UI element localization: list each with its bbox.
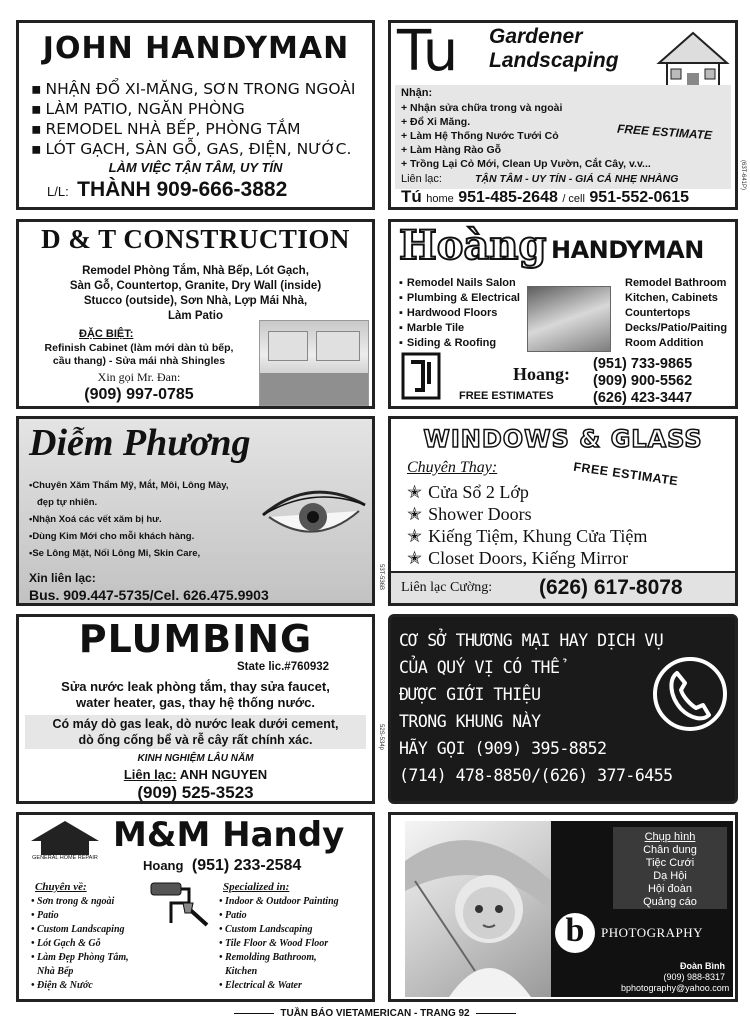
mm-title: M&M Handy [113, 815, 345, 855]
dt-special-heading: ĐẶC BIỆT: [79, 328, 134, 340]
photo-services [613, 827, 727, 909]
list-item: • Custom Landscaping [219, 924, 313, 935]
tu-lienlac: Liên lạc: [401, 173, 442, 185]
tu-contact [401, 187, 689, 207]
mm-left-heading: Chuyên về: [35, 881, 87, 893]
dt-construction-ad [16, 219, 375, 409]
photo-brand-panel [551, 821, 733, 997]
phone-line: (626) 423-3447 [593, 390, 693, 406]
john-contact [47, 178, 287, 202]
salon-photo [527, 286, 611, 352]
hoang-handyman-ad [388, 219, 738, 409]
paint-roller-icon [147, 877, 211, 929]
john-services-list [31, 79, 355, 159]
list-item: •Se Lông Mặt, Nối Lông Mi, Skin Care, [29, 548, 201, 559]
phone-line: (909) 900-5562 [593, 373, 693, 389]
list-item: Decks/Patio/Paiting [625, 322, 728, 334]
list-item: • Indoor & Outdoor Painting [219, 896, 339, 907]
list-item: ▪ LÓT GẠCH, SÀN GỖ, GAS, ĐIỆN, NƯỚC. [31, 139, 355, 159]
tu-gardener-ad [388, 20, 738, 210]
windows-services [407, 481, 647, 569]
list-item: ▪ Plumbing & Electrical [399, 291, 520, 306]
plumbing-experience: KINH NGHIỆM LÂU NĂM [137, 753, 254, 764]
list-item: ▪ Hardwood Floors [399, 306, 520, 321]
list-item: •Dùng Kim Mới cho mỗi khách hàng. [29, 531, 195, 542]
kitchen-photo [259, 320, 369, 406]
windows-free: FREE ESTIMATE [572, 459, 680, 489]
plumbing-phone: (909) 525-3523 [137, 783, 254, 802]
list-item: Remodel Bathroom [625, 277, 727, 289]
list-item: Room Addition [625, 337, 704, 349]
mm-phone: (951) 233-2584 [191, 857, 302, 874]
list-item: ▪ LÀM PATIO, NGĂN PHÒNG [31, 99, 355, 119]
photo-name: Đoàn Bình [680, 961, 725, 971]
promo-line: TRONG KHUNG NÀY [399, 712, 541, 731]
tu-ad-code: (63T-641P) [740, 160, 746, 191]
plumbing-ad-code: 52S-534p [378, 724, 384, 751]
promo-line: CỦA QUÝ VỊ CÓ THỂ [399, 658, 560, 677]
list-item: ▪ Marble Tile [399, 321, 520, 336]
service-line: Dạ Hội [653, 870, 687, 882]
tu-cell-phone: 951-552-0615 [589, 189, 690, 206]
tu-tagline: TẬN TÂM - UY TÍN - GIÁ CẢ NHẸ NHÀNG [475, 173, 679, 185]
dt-special-lines [23, 342, 255, 368]
service-line: Hội đoàn [647, 883, 693, 895]
tools-logo-icon [401, 352, 441, 400]
list-item: + Trồng Lại Cỏ Mới, Clean Up Vườn, Cắt Cây, v.v... [401, 158, 651, 170]
list-item: + Làm Hệ Thống Nước Tưới Cỏ [401, 130, 559, 142]
photography-ad [388, 812, 738, 1002]
list-item: ✭ Closet Doors, Kiếng Mirror [407, 547, 647, 569]
list-item: + Đổ Xi Măng. [401, 116, 471, 128]
list-item: • Lót Gạch & Gỗ [31, 938, 101, 949]
tu-home-label: home [426, 193, 454, 205]
special-line: cầu thang) - Sửa mái nhà Shingles [52, 355, 226, 367]
contact-prefix: L/L: [47, 184, 69, 199]
list-item: • Electrical & Water [219, 980, 302, 991]
list-item: • Custom Landscaping [31, 924, 125, 935]
list-item: • Sơn trong & ngoài [31, 896, 115, 907]
windows-contact-bar [391, 571, 735, 603]
photo-brand-name: PHOTOGRAPHY [601, 925, 704, 940]
service-line: Remodel Phòng Tắm, Nhà Bếp, Lót Gạch, [82, 265, 309, 277]
list-item: ▪ REMODEL NHÀ BẾP, PHÒNG TẮM [31, 119, 355, 139]
john-title: JOHN HANDYMAN [42, 31, 350, 66]
tu-home-phone: 951-485-2648 [458, 189, 558, 206]
mm-contact [143, 857, 301, 875]
service-line: water heater, gas, thay hệ thống nước. [76, 695, 315, 710]
list-item: ▪ Remodel Nails Salon [399, 276, 520, 291]
special-line: Refinish Cabinet (làm mới dàn tủ bếp, [44, 342, 234, 354]
hoang-contact-name: Hoang: [513, 364, 571, 384]
tu-services-list [401, 101, 651, 171]
list-item: ✭ Kiếng Tiệm, Khung Cửa Tiệm [407, 525, 647, 547]
list-item: • Điện & Nước [31, 980, 93, 991]
plumbing-ad [16, 614, 375, 804]
mm-handy-ad [16, 812, 375, 1002]
tu-title-line2: Landscaping [489, 49, 619, 72]
child-photo [405, 821, 551, 997]
house-roof-icon [27, 819, 103, 855]
footer-rule-right [476, 1013, 516, 1014]
phone-line: (951) 733-9865 [593, 356, 693, 372]
mm-logo-text: GENERAL HOME REPAIR [32, 855, 98, 861]
tu-cell-label: / cell [562, 193, 585, 205]
plumbing-license: State lic.#760932 [237, 661, 330, 673]
tu-title [489, 25, 619, 73]
child-with-umbrella-image [405, 821, 551, 997]
page-footer [0, 1008, 750, 1019]
list-item: •Nhận Xoá các vết xăm bị hư. [29, 514, 162, 525]
hoang-left-list [399, 276, 520, 351]
tu-name: Tú [401, 187, 422, 206]
list-item: + Làm Hàng Rào Gỗ [401, 144, 502, 156]
windows-glass-ad [388, 416, 738, 606]
service-line: Tiệc Cưới [645, 857, 695, 869]
list-item: • Patio [31, 910, 59, 921]
list-item: •Chuyên Xăm Thẩm Mỹ, Mắt, Môi, Lông Mày, [29, 480, 229, 491]
list-item: Kitchen [225, 966, 258, 977]
promo-text [399, 627, 673, 789]
windows-contact-label: Liên lạc Cường: [401, 580, 493, 595]
hoang-right-list [625, 276, 727, 351]
mm-right-heading: Specialized in: [223, 881, 290, 893]
diem-services [29, 477, 229, 562]
service-line: Quảng cáo [643, 896, 697, 908]
promo-line: ĐƯỢC GIỚI THIỆU [399, 685, 541, 704]
plumbing-highlight [25, 715, 366, 749]
promo-line: HÃY GỌI (909) 395-8852 [399, 739, 607, 758]
service-line: Chân dung [643, 844, 697, 856]
tu-logo: Tu [397, 20, 459, 84]
mm-left-list [31, 895, 129, 993]
diem-contact: Bus. 909.447-5735/Cel. 626.475.9903 [29, 587, 269, 603]
service-line: Stucco (outside), Sơn Nhà, Lợp Mái Nhà, [83, 295, 308, 307]
telephone-icon [651, 655, 729, 733]
john-tagline: LÀM VIỆC TẬN TÂM, UY TÍN [108, 160, 283, 175]
list-item: + Nhận sửa chữa trong và ngoài [401, 102, 563, 114]
promo-line: CƠ SỞ THƯƠNG MẠI HAY DỊCH VỤ [399, 631, 664, 650]
promo-ad [388, 614, 738, 804]
dt-phone: (909) 997-0785 [84, 386, 194, 403]
list-item: • Remolding Bathroom, [219, 952, 317, 963]
list-item: ✭ Shower Doors [407, 503, 647, 525]
diem-phuong-ad [16, 416, 375, 606]
promo-line: (714) 478-8850/(626) 377-6455 [399, 766, 673, 785]
service-line: Sàn Gỗ, Countertop, Granite, Dry Wall (inside) [69, 280, 322, 292]
windows-title: WINDOWS & GLASS [423, 425, 703, 453]
eye-icon [255, 471, 371, 551]
service-line: Làm Patio [168, 310, 223, 322]
list-item: ▪ NHẬN ĐỔ XI-MĂNG, SƠN TRONG NGOÀI [31, 79, 355, 99]
footer-rule-left [234, 1013, 274, 1014]
photo-phone: (909) 988-8317 [663, 972, 725, 982]
dt-services [19, 264, 372, 324]
diem-title: Diễm Phương [29, 422, 251, 464]
hoang-title-handyman: HANDYMAN [551, 236, 704, 264]
list-item: Kitchen, Cabinets [625, 292, 718, 304]
mm-logo [27, 819, 103, 863]
hoang-title-name: Hoàng [399, 222, 547, 269]
photo-brand-logo: b [555, 913, 595, 953]
plumbing-contact [19, 767, 372, 782]
windows-subtitle: Chuyên Thay: [407, 459, 498, 476]
list-item: • Patio [219, 910, 247, 921]
diem-ad-code: 53T-536B [378, 564, 384, 591]
dt-contact: Xin gọi Mr. Đan: [97, 370, 181, 384]
list-item: Nhà Bếp [37, 966, 74, 977]
photo-contact [621, 961, 731, 994]
list-item: Countertops [625, 307, 691, 319]
tu-free-estimate: FREE ESTIMATE [616, 121, 713, 143]
service-line: Sửa nước leak phòng tắm, thay sửa faucet, [61, 679, 330, 694]
list-item: • Tile Floor & Wood Floor [219, 938, 329, 949]
dt-title: D & T CONSTRUCTION [41, 224, 350, 254]
service-line: Chụp hình [644, 831, 696, 843]
plumbing-contact-name: ANH NGUYEN [179, 767, 268, 782]
mm-right-list [219, 895, 339, 993]
hoang-phones [593, 356, 692, 407]
john-phone: THÀNH 909-666-3882 [77, 178, 288, 201]
hoang-free: FREE ESTIMATES [459, 390, 554, 402]
plumbing-title: PLUMBING [78, 617, 313, 661]
photo-email: bphotography@yahoo.com [621, 983, 730, 993]
diem-contact-label: Xin liên lạc: [29, 571, 96, 585]
list-item: • Làm Đẹp Phòng Tắm, [31, 952, 129, 963]
john-handyman-ad [16, 20, 375, 210]
tu-heading: Nhận: [401, 87, 433, 99]
list-item: ▪ Siding & Roofing [399, 336, 520, 351]
service-line: dò ống cống bể và rễ cây rất chính xác. [78, 733, 313, 747]
tu-title-line1: Gardener [489, 25, 583, 48]
plumbing-contact-label: Liên lạc: [123, 767, 177, 782]
list-item: đẹp tự nhiên. [37, 497, 98, 508]
list-item: ✭ Cửa Sổ 2 Lớp [407, 481, 647, 503]
plumbing-services [19, 679, 372, 711]
windows-phone: (626) 617-8078 [539, 576, 683, 599]
service-line: Có máy dò gas leak, dò nước leak dưới cement, [52, 717, 339, 731]
mm-contact-name: Hoang [143, 858, 184, 873]
footer-text: TUẦN BÁO VIETAMERICAN - TRANG 92 [280, 1008, 470, 1019]
